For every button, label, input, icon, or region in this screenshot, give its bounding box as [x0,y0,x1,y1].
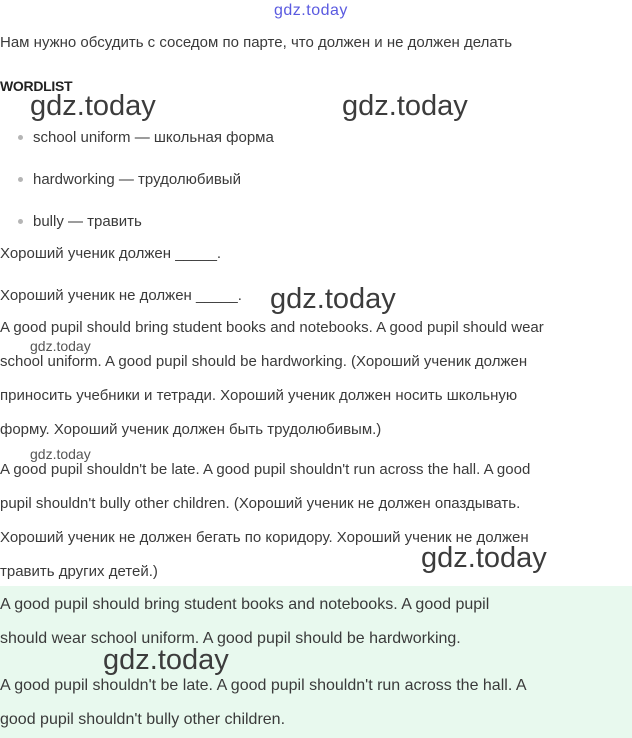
bullet-icon [18,177,23,182]
answer-line: good pupil shouldn't bully other children. [0,711,286,728]
watermark: gdz.today [421,542,547,574]
watermark: gdz.today [270,283,396,315]
paragraph-line: A good pupil should bring student books and notebooks. A good pupil should wear [0,319,544,336]
paragraph-line: приносить учебники и тетради. Хороший ученик должен носить школьную [0,387,518,404]
wordlist-item: school uniform — школьная форма [18,128,274,148]
wordlist-heading: WORDLIST [0,78,73,94]
paragraph-line: pupil shouldn't bully other children. (Хороший ученик не должен опаздывать. [0,495,521,512]
paragraph-line: A good pupil shouldn't be late. A good pupil shouldn't run across the hall. A good [0,461,531,478]
paragraph-line: форму. Хороший ученик должен быть трудолюбивым.) [0,421,382,438]
paragraph-line: school uniform. A good pupil should be hardworking. (Хороший ученик должен [0,353,528,370]
answer-line: A good pupil should bring student books and notebooks. A good pupil [0,596,490,613]
prompt-should: Хороший ученик должен _____. [0,245,222,262]
task-text: Нам нужно обсудить с соседом по парте, что должен и не должен делать [0,34,513,51]
watermark-top: gdz.today [274,2,348,19]
paragraph-line: травить других детей.) [0,563,158,580]
answer-line: should wear school uniform. A good pupil should be hardworking. [0,630,461,647]
bullet-icon [18,219,23,224]
wordlist-item: hardworking — трудолюбивый [18,170,241,190]
answer-line: A good pupil shouldn't be late. A good pupil shouldn't run across the hall. A [0,677,527,694]
watermark: gdz.today [30,90,156,122]
watermark: gdz.today [103,644,229,676]
paragraph-line: Хороший ученик не должен бегать по коридору. Хороший ученик не должен [0,529,529,546]
watermark: gdz.today [342,90,468,122]
bullet-icon [18,135,23,140]
watermark: gdz.today [30,338,91,354]
prompt-should-not: Хороший ученик не должен _____. [0,287,242,304]
watermark: gdz.today [30,446,91,462]
wordlist-item: bully — травить [18,212,142,232]
